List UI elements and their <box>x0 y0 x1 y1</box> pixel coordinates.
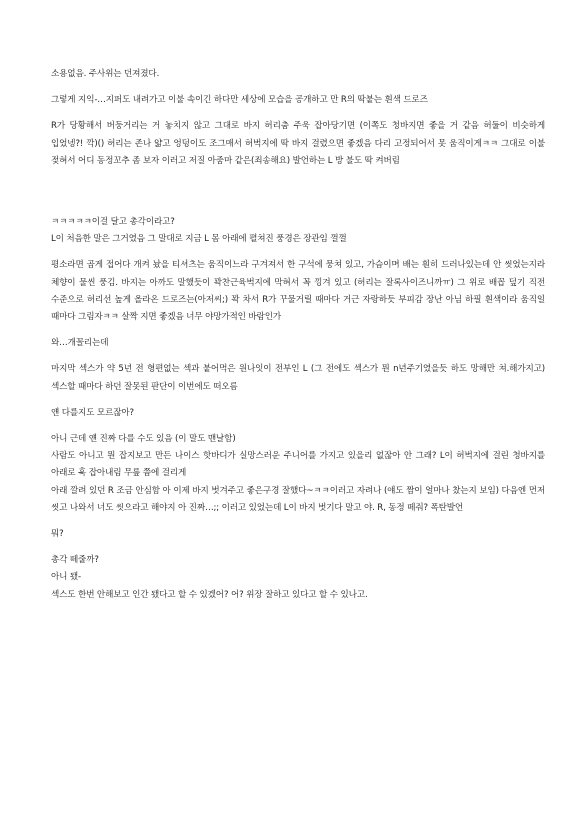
paragraph-9: 얜 다를지도 모르잖아? <box>51 407 134 418</box>
paragraph-10: 아니 근데 얜 진짜 다를 수도 있음 (이 말도 맨날함) <box>51 434 236 445</box>
paragraph-2: 그렇게 지익-…지퍼도 내려가고 이불 속이긴 하다만 세상에 모습을 공개하고 만 R의 딱붙는 흰색 드로즈 <box>51 95 428 106</box>
paragraph-13: 뭐? <box>51 529 64 540</box>
paragraph-11: 사람도 아니고 뭔 잡지보고 만든 나이스 핫바디가 실망스러운 주니어를 가지고 있을리 없잖아 안 그래? L이 허벅지에 걸린 청바지를 아래로 훅 잡아내림 무릎 쯤에 걸리게 <box>51 451 545 479</box>
paragraph-14: 총각 떼줄까? <box>51 555 99 566</box>
paragraph-1: 소용없음. 주사위는 던져졌다. <box>51 69 160 79</box>
paragraph-15: 아니 됐- <box>51 572 81 583</box>
paragraph-3: R가 당황해서 버둥거리는 거 놓치지 않고 그대로 바지 허리춤 주욱 잡아당기면 (이쪽도 청바지면 좋을 거 같음 허둘이 비슷하게 입었넹?! 깍)() 허리는 존나 얇고 엉덩이도 조그매서 허벅지에 딱 바지 걸렸으면 좋겠음 다리 고정되어서 못 움직이게ㅋㅋ 그대로 이불 젖혀서 어디 동정꼬추 좀 보자 이러고 저질 아줌마 같은(죄송해요) 발언하는 L 방 불도 딱 켜버림 <box>51 121 545 166</box>
paragraph-8: 마지막 섹스가 약 5년 전 형편없는 섹과 붙어먹은 원나잇이 전부인 L (그 전에도 섹스가 뭔 n년주기였을듯 하도 망해만 쳐.해가지고) 섹스할 때마다 하던 잘못된 판단이 이번에도 떠오름 <box>51 364 545 392</box>
paragraph-16: 섹스도 한번 안해보고 인간 됐다고 할 수 있겠어? 어? 위장 잘하고 있다고 할 수 있나고. <box>51 589 368 600</box>
paragraph-12: 아래 깔려 있던 R 조금 안심함 아 이제 바지 벗겨주고 좋은구경 잘했다~ㅋㅋ이러고 자려나 (얘도 짬이 얼마나 찼는지 보임) 다음엔 먼저 씻고 나와서 너도 씻으라고 해야지 아 진짜…;; 이러고 있었는데 L이 바지 벗기다 말고 야. R, 동정 떼줘? 폭탄발언 <box>51 485 545 513</box>
paragraph-4: ㅋㅋㅋㅋㅋ이걸 달고 총각이라고? <box>51 217 175 228</box>
paragraph-7: 와…개꼴리는데 <box>51 338 109 349</box>
paragraph-5: L이 처음한 말은 그거였음 그 말대로 지금 L 몸 아래에 펼쳐진 풍경은 장관임 껄껄 <box>51 234 347 245</box>
paragraph-6: 평소라면 곱게 접어다 개켜 놨을 티셔츠는 움직이느라 구겨져서 한 구석에 뭉쳐 있고, 가슴이며 배는 훤히 드러나있는데 안 씻었는지라 체향이 물씬 풍김. 바지는 아까도 말했듯이 꽉찬근육벅지에 막혀서 꼭 낑겨 있고 (허리는 잘록사이즈니까ㅠ) 그 위로 배꼽 덮기 직전 수준으로 허리선 높게 올라온 드로즈는(아저씨;) 꽉 차서 R가 꾸물거릴 때마다 거근 자랑하듯 부피감 장난 아님 하필 흰색이라 움직일 때마다 그림자ㅋㅋ 살짝 지면 좋겠음 너무 야망가적인 바람인가 <box>51 260 545 323</box>
